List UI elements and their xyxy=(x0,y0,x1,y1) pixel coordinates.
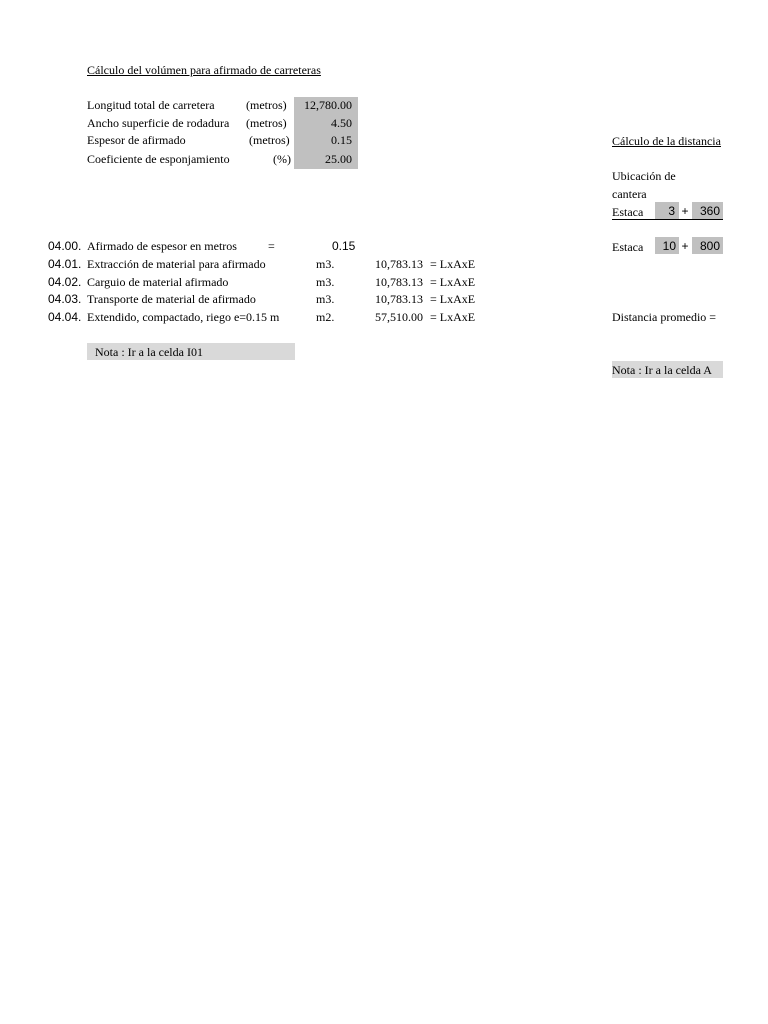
estaca1-b-value: 360 xyxy=(699,204,720,218)
row-code: 04.01. xyxy=(48,257,82,271)
item-value: 10,783.13 xyxy=(375,257,423,271)
header-row-eq: = xyxy=(268,239,275,253)
item-unit: m2. xyxy=(316,310,335,324)
estaca-underline xyxy=(612,219,723,220)
item-value: 10,783.13 xyxy=(375,275,423,289)
estaca-label: Estaca xyxy=(612,240,644,254)
estaca1-a-cell[interactable] xyxy=(655,202,679,219)
estaca2-a-cell[interactable] xyxy=(655,237,679,254)
item-label: Carguio de material afirmado xyxy=(87,275,229,289)
estaca2-b-cell[interactable] xyxy=(692,237,723,254)
item-formula: = LxAxE xyxy=(430,257,476,271)
ubicacion-label-line1: Ubicación de xyxy=(612,169,676,183)
item-value: 57,510.00 xyxy=(375,310,423,324)
param-value-thickness[interactable]: 0.15 xyxy=(331,133,352,147)
estaca2-a-value: 10 xyxy=(662,239,676,253)
param-unit-swell: (%) xyxy=(273,152,291,166)
param-value-length[interactable]: 12,780.00 xyxy=(304,98,352,112)
distance-title: Cálculo de la distancia xyxy=(612,134,721,148)
item-formula: = LxAxE xyxy=(430,310,476,324)
item-value: 10,783.13 xyxy=(375,292,423,306)
row-code: 04.04. xyxy=(48,310,82,324)
param-value-swell[interactable]: 25.00 xyxy=(325,152,352,166)
row-code: 04.03. xyxy=(48,292,82,306)
estaca-label: Estaca xyxy=(612,205,644,219)
item-label: Extendido, compactado, riego e=0.15 m xyxy=(87,310,280,324)
ubicacion-label-line2: cantera xyxy=(612,187,647,201)
param-value-width[interactable]: 4.50 xyxy=(331,116,352,130)
param-unit-length: (metros) xyxy=(246,98,287,112)
item-label: Transporte de material de afirmado xyxy=(87,292,256,306)
item-unit: m3. xyxy=(316,275,335,289)
calc-title: Cálculo del volúmen para afirmado de carreteras xyxy=(87,63,321,77)
item-label: Extracción de material para afirmado xyxy=(87,257,266,271)
item-formula: = LxAxE xyxy=(430,275,476,289)
header-row-label: Afirmado de espesor en metros xyxy=(87,239,237,253)
distancia-promedio-label: Distancia promedio = xyxy=(612,310,717,324)
param-unit-width: (metros) xyxy=(246,116,287,130)
item-unit: m3. xyxy=(316,257,335,271)
param-unit-thickness: (metros) xyxy=(249,133,290,147)
row-code: 04.00. xyxy=(48,239,82,253)
item-unit: m3. xyxy=(316,292,335,306)
param-label-width: Ancho superficie de rodadura xyxy=(87,116,230,130)
estaca2-b-value: 800 xyxy=(699,239,720,253)
param-label-thickness: Espesor de afirmado xyxy=(87,133,186,147)
estaca1-b-cell[interactable] xyxy=(692,202,723,219)
note-text: Nota : Ir a la celda A xyxy=(612,363,712,377)
note-cell[interactable] xyxy=(612,361,723,378)
param-label-swell: Coeficiente de esponjamiento xyxy=(87,152,230,166)
estaca1-a-value: 3 xyxy=(668,204,675,218)
row-code: 04.02. xyxy=(48,275,82,289)
header-row-value: 0.15 xyxy=(332,239,356,253)
estaca2-plus: + xyxy=(681,239,689,253)
item-formula: = LxAxE xyxy=(430,292,476,306)
param-label-length: Longitud total de carretera xyxy=(87,98,215,112)
note-text: Nota : Ir a la celda I01 xyxy=(95,345,203,359)
estaca1-plus: + xyxy=(681,204,689,218)
note-cell[interactable] xyxy=(87,343,295,360)
